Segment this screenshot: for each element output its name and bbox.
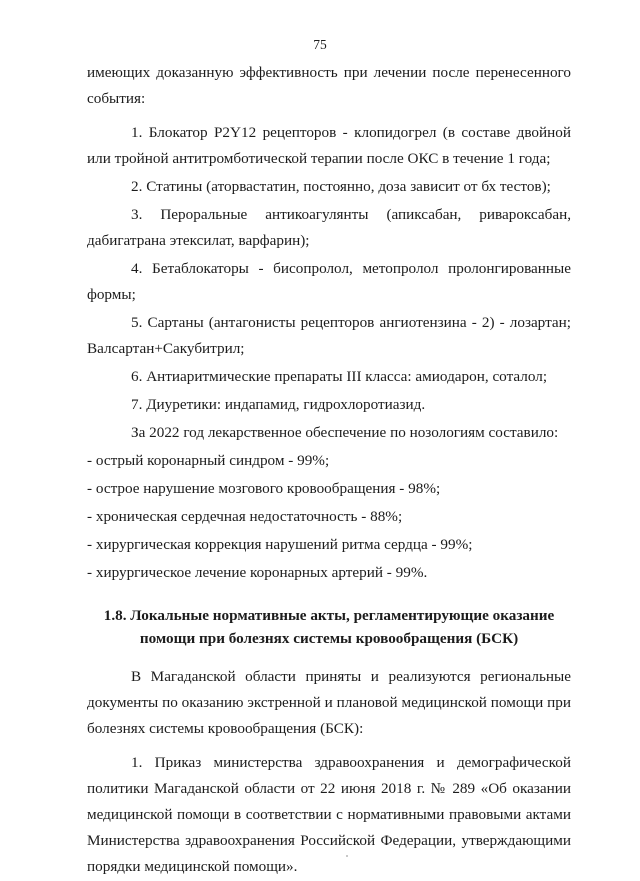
drug-item: 3. Пероральные антикоагулянты (апиксабан, ривароксабан, дабигатрана этексилат, варфарин); [87,206,571,249]
scan-speck [346,855,348,857]
drug-item: 5. Сартаны (антагонисты рецепторов ангиотензина - 2) - лозартан; Валсартан+Сакубитрил; [87,314,571,357]
supply-item: - острое нарушение мозгового кровообращения - 98%; [87,480,441,497]
drug-item: 4. Бетаблокаторы - бисопролол, метопролол пролонгированные формы; [87,260,571,303]
page-number: 75 [313,37,327,52]
page-body [87,60,571,880]
drug-item: 1. Блокатор P2Y12 рецепторов - клопидогрел (в составе двойной или тройной антитромботической терапии после ОКС в течение 1 года; [87,124,571,167]
intro-paragraph: имеющих доказанную эффективность при лечении после перенесенного события: [87,64,571,107]
supply-item: - хроническая сердечная недостаточность - 88%; [87,508,403,525]
section-heading: 1.8. Локальные нормативные акты, регламентирующие оказание помощи при болезнях системы кровообращения (БСК) [103,607,555,647]
supply-intro: За 2022 год лекарственное обеспечение по нозологиям составило: [131,424,559,441]
drug-item: 2. Статины (аторвастатин, постоянно, доза зависит от бх тестов); [131,178,551,195]
drug-item: 7. Диуретики: индапамид, гидрохлоротиазид. [131,396,426,413]
supply-item: - хирургическая коррекция нарушений ритма сердца - 99%; [87,536,473,553]
section-intro: В Магаданской области приняты и реализуются региональные документы по оказанию экстренной и плановой медицинской помощи при болезнях системы кровообращения (БСК): [87,668,571,737]
supply-item: - острый коронарный синдром - 99%; [87,452,330,469]
supply-item: - хирургическое лечение коронарных артерий - 99%. [87,564,428,581]
drug-item: 6. Антиаритмические препараты III класса: амиодарон, соталол; [131,368,548,385]
act-item: 1. Приказ министерства здравоохранения и демографической политики Магаданской области от 22 июня 2018 г. № 289 «Об оказании медицинской помощи в соответствии с нормативными правовыми актами Министерства здравоохранения Российской Федерации, утверждающими порядки медицинской помощи». [87,754,571,875]
